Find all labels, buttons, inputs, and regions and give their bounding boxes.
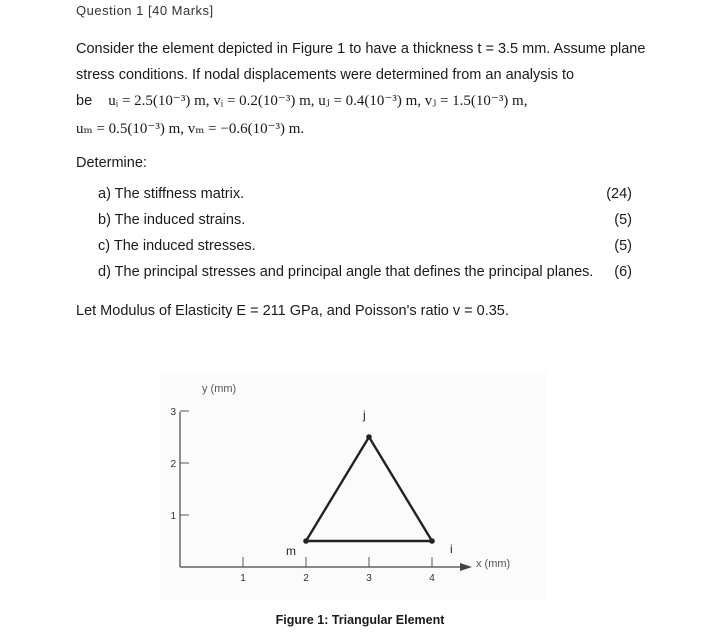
question-a — [98, 186, 632, 210]
material-properties: Let Modulus of Elasticity E = 211 GPa, and Poisson's ratio v = 0.35. — [76, 303, 509, 319]
y-tick-label: 1 — [170, 511, 176, 522]
displacements-line-1: uᵢ = 2.5(10⁻³) m, vᵢ = 0.2(10⁻³) m, uⱼ = 0.4(10⁻³) m, vⱼ = 1.5(10⁻³) m, — [108, 93, 528, 109]
question-header: Question 1 [40 Marks] — [76, 3, 214, 18]
question-text: d) The principal stresses and principal angle that defines the principal planes. — [98, 264, 594, 280]
node-m-label: m — [286, 544, 296, 558]
figure-caption: Figure 1: Triangular Element — [275, 613, 445, 627]
question-marks: (6) — [614, 264, 632, 280]
element-diagram — [160, 372, 546, 600]
x-axis-arrow — [460, 563, 472, 571]
x-tick-label: 4 — [429, 573, 435, 584]
question-marks: (5) — [614, 212, 632, 228]
triangle-element — [306, 437, 432, 541]
question-marks: (24) — [606, 186, 632, 202]
question-d — [98, 264, 632, 288]
displacement-line-2 — [76, 116, 646, 142]
node-j-point — [366, 434, 372, 440]
node-j-label: j — [363, 408, 366, 422]
be-word: be — [76, 93, 93, 109]
displacements-line-2: uₘ = 0.5(10⁻³) m, vₘ = −0.6(10⁻³) m. — [76, 121, 305, 137]
question-text: c) The induced stresses. — [98, 238, 256, 254]
question-text: a) The stiffness matrix. — [98, 186, 245, 202]
intro-sentence: Consider the element depicted in Figure 1 to have a thickness t = 3.5 mm. Assume plane stress conditions. If nodal displacements were determined from an analysis to — [76, 41, 646, 83]
question-c — [98, 238, 632, 262]
y-tick-label: 3 — [170, 407, 176, 418]
node-i-point — [429, 538, 435, 544]
question-b — [98, 212, 632, 236]
x-tick-label: 2 — [303, 573, 309, 584]
figure-triangular-element — [160, 372, 546, 600]
y-axis-label: y (mm) — [202, 383, 237, 395]
y-tick-label: 2 — [170, 459, 176, 470]
node-i-label: i — [450, 542, 453, 556]
node-m-point — [303, 538, 309, 544]
determine-heading: Determine: — [76, 155, 147, 171]
question-marks: (5) — [614, 238, 632, 254]
intro-paragraph — [76, 36, 646, 88]
x-tick-label: 1 — [240, 573, 246, 584]
question-text: b) The induced strains. — [98, 212, 246, 228]
x-tick-label: 3 — [366, 573, 372, 584]
axes — [180, 412, 472, 571]
displacement-line-1 — [76, 88, 646, 114]
x-axis-label: x (mm) — [476, 558, 511, 570]
